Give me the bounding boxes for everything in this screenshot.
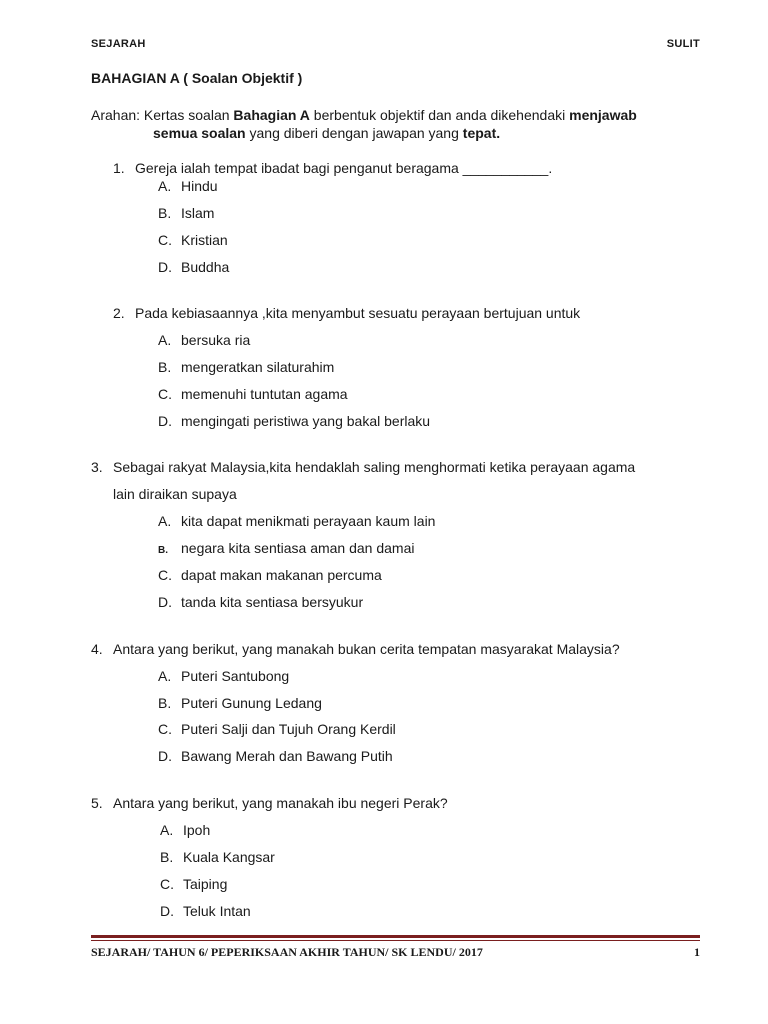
- question-text: lain diraikan supaya: [113, 486, 237, 502]
- option-text: kita dapat menikmati perayaan kaum lain: [181, 513, 436, 529]
- option-text: bersuka ria: [181, 332, 251, 348]
- option-letter: A.: [158, 513, 172, 529]
- option-letter: B.: [158, 205, 172, 221]
- question-3-continuation: [113, 486, 237, 502]
- option-text: mengingati peristiwa yang bakal berlaku: [181, 413, 431, 429]
- option-4b: [158, 695, 322, 711]
- option-3d: [158, 594, 363, 610]
- option-text: Puteri Salji dan Tujuh Orang Kerdil: [181, 721, 396, 737]
- page-number: 1: [694, 945, 700, 959]
- question-text: Gereja ialah tempat ibadat bagi penganut beragama ___________.: [135, 160, 553, 176]
- instructions-bold-text: semua soalan: [153, 125, 246, 141]
- option-letter: A.: [158, 668, 172, 684]
- header-subject: SEJARAH: [91, 38, 146, 50]
- option-4a: [158, 668, 289, 684]
- option-3c: [158, 567, 382, 583]
- option-letter: B.: [158, 545, 168, 556]
- instructions-bold-text: menjawab: [569, 107, 637, 123]
- question-2: [113, 305, 580, 321]
- option-letter: D.: [158, 413, 172, 429]
- instructions-line-1: [91, 107, 637, 123]
- option-text: Kuala Kangsar: [183, 849, 275, 865]
- option-text: Taiping: [183, 876, 228, 892]
- question-number: 3.: [91, 459, 103, 475]
- instructions-bold-text: tepat.: [462, 125, 501, 141]
- option-text: Kristian: [181, 232, 228, 248]
- question-5: [91, 795, 448, 811]
- option-text: mengeratkan silaturahim: [181, 359, 335, 375]
- option-1c: [158, 232, 228, 248]
- option-text: Buddha: [181, 259, 230, 275]
- option-text: Hindu: [181, 178, 218, 194]
- option-text: Bawang Merah dan Bawang Putih: [181, 748, 393, 764]
- question-number: 5.: [91, 795, 103, 811]
- option-text: Teluk Intan: [183, 903, 251, 919]
- option-4d: [158, 748, 393, 764]
- question-1: [113, 160, 552, 176]
- option-2b: [158, 359, 334, 375]
- option-1a: [158, 178, 218, 194]
- option-letter: B.: [158, 359, 172, 375]
- instructions-text: yang diberi dengan jawapan yang: [245, 125, 463, 141]
- question-text: Sebagai rakyat Malaysia,kita hendaklah saling menghormati ketika perayaan agama: [113, 459, 636, 475]
- option-letter: B.: [158, 695, 172, 711]
- option-letter: C.: [158, 232, 172, 248]
- option-letter: D.: [158, 748, 172, 764]
- instructions-bold-text: Bahagian A: [233, 107, 310, 123]
- instructions-text: Arahan: Kertas soalan: [91, 107, 234, 123]
- option-5d: [160, 903, 251, 919]
- option-text: Puteri Gunung Ledang: [181, 695, 322, 711]
- question-number: 2.: [113, 305, 125, 321]
- option-letter: D.: [158, 594, 172, 610]
- option-5a: [160, 822, 210, 838]
- option-2d: [158, 413, 430, 429]
- option-letter: B.: [160, 849, 174, 865]
- question-number: 4.: [91, 641, 103, 657]
- footer-divider-thin: [91, 940, 700, 941]
- option-4c: [158, 721, 396, 737]
- instructions-line-2: [153, 125, 500, 141]
- footer-text: SEJARAH/ TAHUN 6/ PEPERIKSAAN AKHIR TAHUN/ SK LENDU/ 2017: [91, 945, 483, 959]
- instructions-text: berbentuk objektif dan anda dikehendaki: [309, 107, 570, 123]
- option-2c: [158, 386, 348, 402]
- question-4: [91, 641, 620, 657]
- option-text: memenuhi tuntutan agama: [181, 386, 348, 402]
- option-letter: D.: [160, 903, 174, 919]
- footer-divider-thick: [91, 935, 700, 938]
- option-2a: [158, 332, 250, 348]
- option-letter: C.: [158, 721, 172, 737]
- option-text: Islam: [181, 205, 215, 221]
- option-text: tanda kita sentiasa bersyukur: [181, 594, 364, 610]
- option-letter: C.: [160, 876, 174, 892]
- option-3b: [158, 540, 414, 556]
- question-text: Antara yang berikut, yang manakah bukan cerita tempatan masyarakat Malaysia?: [113, 641, 620, 657]
- option-letter: A.: [160, 822, 174, 838]
- option-1d: [158, 259, 229, 275]
- option-letter: D.: [158, 259, 172, 275]
- question-3: [91, 459, 635, 475]
- question-text: Antara yang berikut, yang manakah ibu negeri Perak?: [113, 795, 448, 811]
- option-text: dapat makan makanan percuma: [181, 567, 382, 583]
- option-3a: [158, 513, 435, 529]
- option-letter: A.: [158, 332, 172, 348]
- option-letter: C.: [158, 386, 172, 402]
- option-5b: [160, 849, 275, 865]
- option-text: Ipoh: [183, 822, 211, 838]
- option-5c: [160, 876, 227, 892]
- option-text: Puteri Santubong: [181, 668, 290, 684]
- option-text: negara kita sentiasa aman dan damai: [181, 540, 415, 556]
- question-text: Pada kebiasaannya ,kita menyambut sesuatu perayaan bertujuan untuk: [135, 305, 581, 321]
- option-letter: A.: [158, 178, 172, 194]
- option-letter: C.: [158, 567, 172, 583]
- option-1b: [158, 205, 214, 221]
- section-title: BAHAGIAN A ( Soalan Objektif ): [91, 70, 303, 86]
- question-number: 1.: [113, 160, 125, 176]
- header-classification: SULIT: [666, 38, 700, 50]
